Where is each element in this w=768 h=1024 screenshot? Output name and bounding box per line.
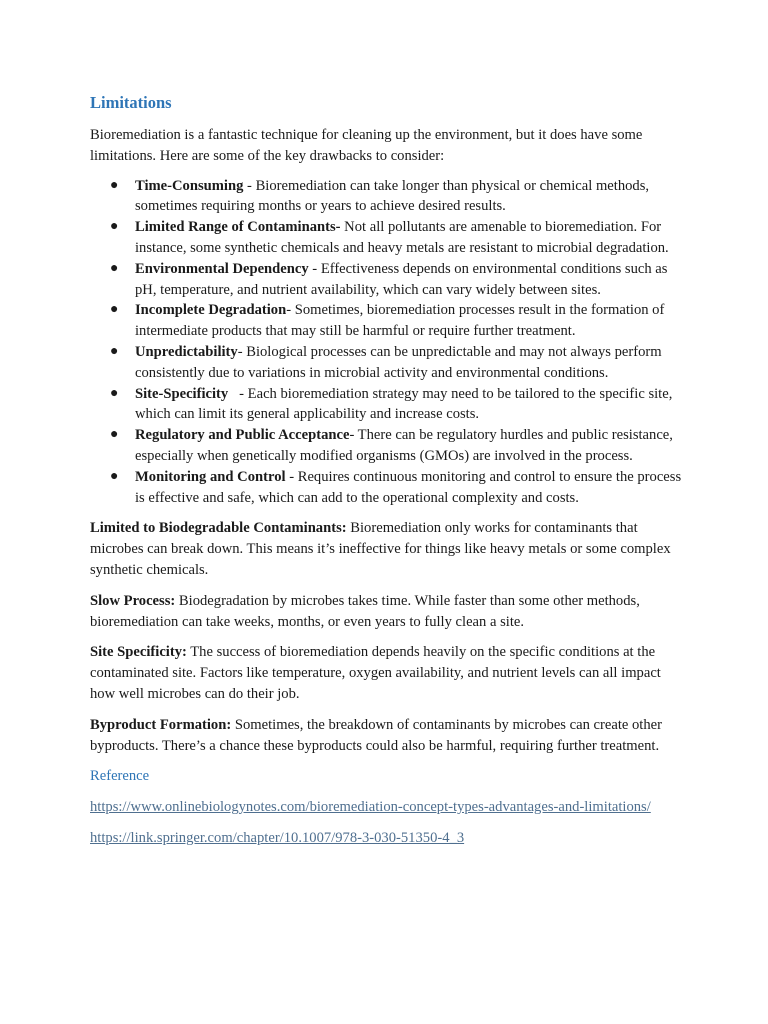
bullet-icon: ● bbox=[110, 260, 119, 276]
list-item bbox=[90, 259, 682, 301]
bullet-icon: ● bbox=[110, 468, 119, 484]
list-item bbox=[90, 300, 682, 342]
item-term: Site-Specificity bbox=[135, 385, 229, 402]
paragraph-term: Byproduct Formation: bbox=[90, 716, 232, 733]
reference-link-springer[interactable]: https://link.springer.com/chapter/10.1007/978-3-030-51350-4_3 bbox=[90, 829, 465, 846]
intro-paragraph: Bioremediation is a fantastic technique for cleaning up the environment, but it does have some limitations. Here are some of the key drawbacks to consider: bbox=[90, 127, 643, 164]
limitations-list bbox=[90, 176, 682, 509]
paragraph-term: Slow Process: bbox=[90, 592, 176, 609]
bullet-icon: ● bbox=[110, 385, 119, 401]
item-text: - Bioremediation can take longer than physical or chemical methods, sometimes requiring months or years to achieve desired results. bbox=[135, 177, 650, 215]
item-text: - There can be regulatory hurdles and public resistance, especially when genetically modified organisms (GMOs) are involved in the process. bbox=[135, 427, 673, 464]
paragraph-biodegradable bbox=[90, 518, 682, 580]
list-item bbox=[90, 467, 682, 509]
list-item bbox=[90, 425, 682, 467]
item-text: - Requires continuous monitoring and control to ensure the process is effective and safe, which can add to the operational complexity and costs. bbox=[135, 468, 682, 506]
item-term: Limited Range of Contaminants- bbox=[135, 219, 341, 236]
bullet-icon: ● bbox=[110, 427, 119, 443]
bullet-icon: ● bbox=[110, 302, 119, 318]
paragraph-byproduct bbox=[90, 715, 682, 757]
item-text: - Effectiveness depends on environmental conditions such as pH, temperature, and nutrient availability, which can vary widely between sites. bbox=[135, 260, 668, 298]
paragraph-text: Sometimes, the breakdown of contaminants by microbes can create other byproducts. There’s a chance these byproducts could also be harmful, requiring further treatment. bbox=[90, 716, 662, 754]
paragraph-text: Biodegradation by microbes takes time. While faster than some other methods, bioremediation can take weeks, months, or even years to fully clean a site. bbox=[90, 592, 640, 630]
paragraph-term: Site Specificity: bbox=[90, 644, 187, 661]
paragraph-text: Bioremediation only works for contaminants that microbes can break down. This means it’s ineffective for things like heavy metals or some complex synthetic chemicals. bbox=[90, 520, 671, 578]
item-text: Not all pollutants are amenable to bioremediation. For instance, some synthetic chemicals and heavy metals are resistant to microbial degradation. bbox=[135, 219, 669, 256]
item-term: Unpredictability bbox=[135, 343, 238, 360]
item-term: Time-Consuming bbox=[135, 177, 244, 194]
paragraph-text: The success of bioremediation depends heavily on the specific conditions at the contaminated site. Factors like temperature, oxygen availability, and nutrient levels can all impact how well microbes can do their job. bbox=[90, 644, 661, 702]
item-term: Environmental Dependency bbox=[135, 260, 309, 277]
bullet-icon: ● bbox=[110, 219, 119, 235]
item-term: Regulatory and Public Acceptance bbox=[135, 427, 350, 444]
item-term: Monitoring and Control bbox=[135, 468, 286, 485]
paragraph-site-specificity bbox=[90, 642, 682, 704]
reference-heading: Reference bbox=[90, 768, 150, 785]
item-term: Incomplete Degradation bbox=[135, 302, 287, 319]
bullet-icon: ● bbox=[110, 343, 119, 359]
list-item bbox=[90, 384, 682, 426]
bullet-icon: ● bbox=[110, 177, 119, 193]
list-item bbox=[90, 176, 682, 218]
list-item bbox=[90, 217, 682, 259]
paragraph-slow-process bbox=[90, 591, 682, 633]
section-heading: Limitations bbox=[90, 93, 172, 112]
paragraph-term: Limited to Biodegradable Contaminants: bbox=[90, 520, 347, 537]
reference-link-onlinebiologynotes[interactable]: https://www.onlinebiologynotes.com/bioremediation-concept-types-advantages-and-limitations/ bbox=[90, 799, 651, 816]
item-text: - Biological processes can be unpredictable and may not always perform consistently due to variations in microbial activity and environmental conditions. bbox=[135, 343, 662, 381]
item-text: - Each bioremediation strategy may need to be tailored to the specific site, which can limit its general applicability and increase costs. bbox=[135, 385, 677, 423]
item-text: - Sometimes, bioremediation processes result in the formation of intermediate products that may still be harmful or require further treatment. bbox=[135, 302, 665, 340]
list-item bbox=[90, 342, 682, 384]
document-page bbox=[90, 92, 682, 859]
